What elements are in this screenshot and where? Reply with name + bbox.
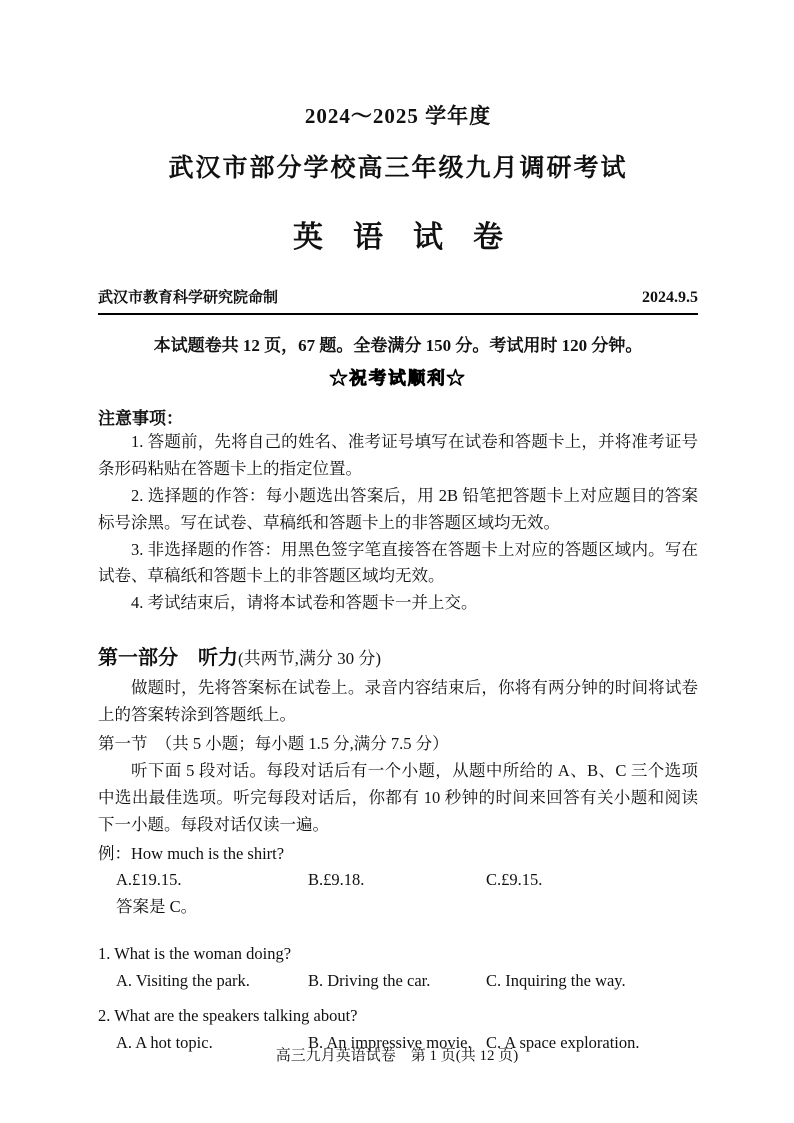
question-1-text: 1. What is the woman doing? — [98, 944, 292, 964]
page-footer: 高三九月英语试卷 第 1 页(共 12 页) — [275, 1048, 519, 1064]
question-1-options-row — [98, 968, 698, 995]
example-option-b: B.£9.18. — [308, 870, 365, 890]
title-block — [98, 100, 698, 256]
exam-date: 2024.9.5 — [642, 289, 698, 306]
exam-wish: ★祝考试顺利★ — [329, 368, 467, 388]
instruction-item-3: 3. 非选择题的作答：用黑色签字笔直接答在答题卡上对应的答题区域内。写在试卷、草稿纸和答题卡上的非答题区域均无效。 — [98, 539, 698, 586]
exam-title: 武汉市部分学校高三年级九月调研考试 — [168, 155, 628, 182]
subject-title: 英 语 试 卷 — [293, 221, 503, 254]
section1-heading: 第一节 （共 5 小题；每小题 1.5 分,满分 7.5 分） — [98, 734, 449, 754]
instruction-item-4: 4. 考试结束后，请将本试卷和答题卡一并上交。 — [131, 593, 478, 613]
part1-intro: 做题时，先将答案标在试卷上。录音内容结束后，你将有两分钟的时间将试卷上的答案转涂到答题纸上。 — [98, 678, 698, 725]
question-2-text: 2. What are the speakers talking about? — [98, 1006, 358, 1026]
question-1-option-a: A. Visiting the park. — [116, 971, 250, 991]
question-1-option-b: B. Driving the car. — [308, 971, 431, 991]
instruction-item-2: 2. 选择题的作答：每小题选出答案后，用 2B 铅笔把答题卡上对应题目的答案标号涂黑。写在试卷、草稿纸和答题卡上的非答题区域均无效。 — [98, 485, 698, 532]
question-2-option-a: A. A hot topic. — [116, 1032, 213, 1052]
question-2-option-b: B. An impressive movie. — [308, 1032, 472, 1052]
issuer-name: 武汉市教育科学研究院命制 — [98, 290, 279, 306]
paper-summary: 本试题卷共 12 页，67 题。全卷满分 150 分。考试用时 120 分钟。 — [153, 336, 643, 355]
divider-rule — [98, 313, 698, 315]
issuer-row — [98, 286, 698, 313]
notice-title: 注意事项： — [98, 409, 183, 428]
part1-heading-suffix: (共两节,满分 30 分) — [238, 649, 382, 669]
example-option-c: C.£9.15. — [486, 870, 543, 890]
example-question: 例：How much is the shirt? — [98, 843, 285, 863]
example-options-row — [98, 867, 698, 894]
question-1-option-c: C. Inquiring the way. — [486, 971, 626, 991]
question-1 — [98, 941, 698, 995]
instruction-item-1: 1. 答题前，先将自己的姓名、准考证号填写在试卷和答题卡上，并将准考证号条形码粘贴在答题卡上的指定位置。 — [98, 432, 698, 478]
example-answer: 答案是 C。 — [116, 897, 198, 917]
section1-intro: 听下面 5 段对话。每段对话后有一个小题，从题中所给的 A、B、C 三个选项中选出最佳选项。听完每段对话后，你都有 10 秒钟的时间来回答有关小题和阅读下一小题。每段对话仅读一遍。 — [98, 760, 698, 834]
example-option-a: A.£19.15. — [116, 870, 182, 890]
academic-year: 2024～2025 学年度 — [304, 104, 492, 128]
part1-heading-main: 第一部分 听力 — [98, 647, 238, 670]
part1-heading — [98, 641, 698, 671]
questions-block — [98, 941, 698, 1057]
question-2-option-c: C. A space exploration. — [486, 1032, 640, 1052]
